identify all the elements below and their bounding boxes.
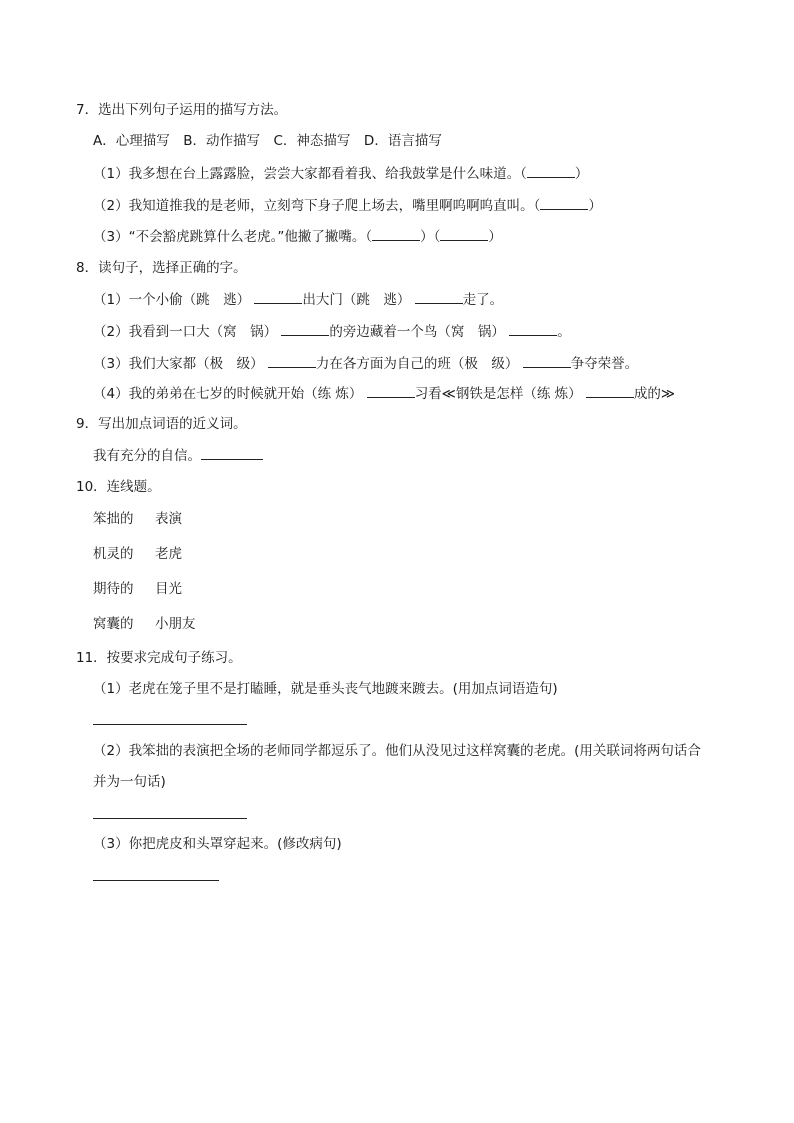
- q8-s3-blank-2[interactable]: [523, 354, 571, 368]
- q9-sentence: [93, 446, 263, 465]
- q7-s3-mid: ）（: [420, 229, 441, 245]
- q8-title: 8．读句子，选择正确的字。: [76, 260, 247, 276]
- q8-sentence-4: [93, 384, 675, 403]
- q10-pair-row: [93, 615, 196, 633]
- q7-s1-text: （1）我多想在台上露露脸，尝尝大家都看着我、给我鼓掌是什么味道。（: [93, 166, 527, 182]
- q7-sentence-1: [93, 164, 588, 183]
- q8-s1-part-a: （1）一个小偷（跳 逃）: [93, 292, 251, 308]
- q8-sentence-1: [93, 290, 503, 309]
- q8-s2-blank-1[interactable]: [281, 322, 329, 336]
- q7-s3-end: ）: [488, 229, 502, 245]
- q11-answer-line-1[interactable]: [93, 724, 247, 725]
- q8-s1-blank-2[interactable]: [415, 290, 463, 304]
- q10-left-item[interactable]: 机灵的: [93, 546, 134, 562]
- q11-answer-line-3[interactable]: [93, 880, 219, 881]
- q11-answer-line-2[interactable]: [93, 818, 247, 819]
- q10-right-item[interactable]: 小朋友: [155, 616, 196, 632]
- q11-title: 11．按要求完成句子练习。: [76, 650, 242, 666]
- q8-sentence-3: [93, 354, 638, 373]
- q9-title: 9．写出加点词语的近义词。: [76, 416, 247, 432]
- q7-s2-end: ）: [588, 198, 602, 214]
- q8-sentence-2: [93, 322, 571, 341]
- q7-title: 7．选出下列句子运用的描写方法。: [76, 102, 288, 118]
- q7-s2-blank[interactable]: [540, 196, 588, 210]
- q10-right-item[interactable]: 老虎: [155, 546, 182, 562]
- q8-s2-blank-2[interactable]: [509, 322, 557, 336]
- q8-s3-part-b: 力在各方面为自己的班（极 级）: [315, 356, 519, 372]
- q11-sentence-1: （1）老虎在笼子里不是打瞌睡，就是垂头丧气地踱来踱去。(用加点词语造句): [93, 681, 558, 697]
- q10-left-item[interactable]: 笨拙的: [93, 511, 134, 527]
- q8-s4-part-c: 成的≫: [633, 386, 676, 402]
- q8-s3-part-a: （3）我们大家都（极 级）: [93, 356, 264, 372]
- q10-right-item[interactable]: 表演: [155, 511, 182, 527]
- q7-sentence-3: [93, 227, 502, 246]
- q9-sentence-text: 我有充分的自信。: [93, 448, 201, 464]
- q9-answer-blank[interactable]: [201, 446, 263, 460]
- q8-s4-blank-1[interactable]: [367, 384, 415, 398]
- q10-pair-row: [93, 580, 182, 598]
- q8-s1-blank-1[interactable]: [254, 290, 302, 304]
- q10-left-item[interactable]: 期待的: [93, 581, 134, 597]
- q11-sentence-3: （3）你把虎皮和头罩穿起来。(修改病句): [93, 836, 342, 852]
- q7-s3-blank-2[interactable]: [440, 227, 488, 241]
- q8-s3-blank-1[interactable]: [268, 354, 316, 368]
- q7-s3-blank-1[interactable]: [372, 227, 420, 241]
- q8-s4-part-b: 习看≪钢铁是怎样（练 炼）: [414, 386, 582, 402]
- q7-options: A．心理描写 B．动作描写 C．神态描写 D．语言描写: [93, 133, 442, 149]
- q10-pair-row: [93, 545, 182, 563]
- q8-s2-part-b: 的旁边藏着一个鸟（窝 锅）: [329, 324, 505, 340]
- q7-s1-end: ）: [574, 166, 589, 182]
- q7-s3-text: （3）“不会豁虎跳算什么老虎。”他撇了撇嘴。（: [93, 229, 373, 245]
- q10-pair-row: [93, 510, 182, 528]
- q7-s1-blank[interactable]: [527, 164, 575, 178]
- q8-s1-part-b: 出大门（跳 逃）: [302, 292, 411, 308]
- q8-s4-part-a: （4）我的弟弟在七岁的时候就开始（练 炼）: [93, 386, 363, 402]
- q10-title: 10．连线题。: [76, 479, 161, 495]
- q10-right-item[interactable]: 目光: [155, 581, 182, 597]
- q8-s2-part-a: （2）我看到一口大（窝 锅）: [93, 324, 278, 340]
- q7-s2-text: （2）我知道推我的是老师，立刻弯下身子爬上场去，嘴里啊呜啊呜直叫。（: [93, 198, 541, 214]
- q8-s1-part-c: 走了。: [462, 292, 504, 308]
- q8-s2-part-c: 。: [557, 324, 571, 340]
- q8-s3-part-c: 争夺荣誉。: [570, 356, 639, 372]
- q7-sentence-2: [93, 196, 602, 215]
- q11-sentence-2a: （2）我笨拙的表演把全场的老师同学都逗乐了。他们从没见过这样窝囊的老虎。(用关联词将两句话合: [93, 743, 701, 759]
- q10-left-item[interactable]: 窝囊的: [93, 616, 134, 632]
- q11-sentence-2b: 并为一句话): [93, 774, 166, 790]
- q8-s4-blank-2[interactable]: [586, 384, 634, 398]
